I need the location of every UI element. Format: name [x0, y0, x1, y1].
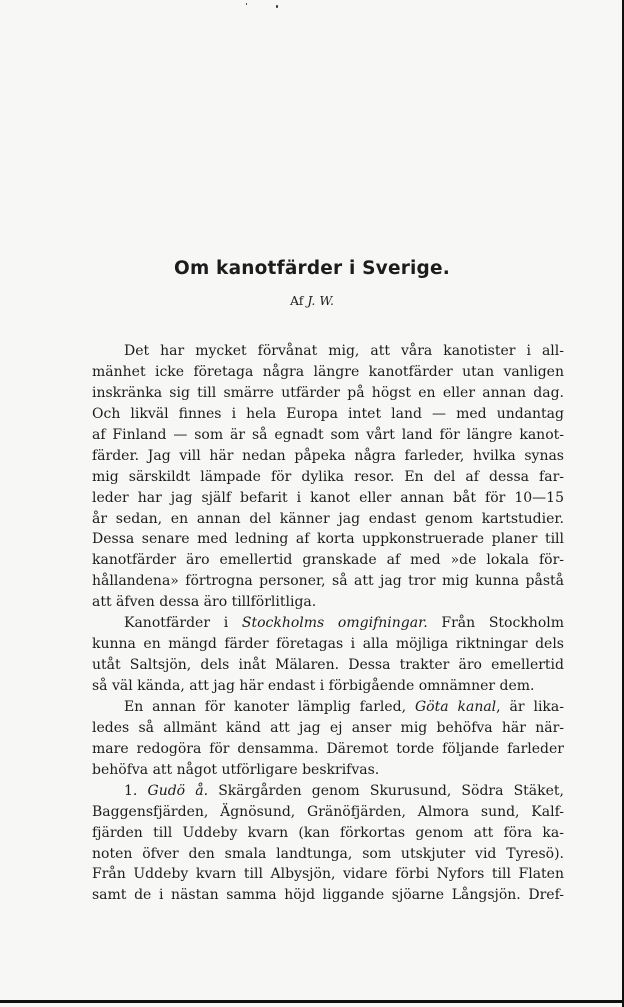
text-line: Baggensfjärden, Ägnösund, Gränöfjärden, Almora sund, Kalf- [92, 803, 564, 820]
article-body [92, 341, 564, 906]
text-line [92, 613, 564, 634]
text-line: leder har jag själf befarit i kanot eller annan båt för 10—15 [92, 489, 564, 506]
text-line: mare redogöra för densamma. Däremot torde följande farleder [92, 740, 564, 757]
scan-speck [276, 5, 278, 8]
text-line: Det har mycket förvånat mig, att våra kanotister i all- [124, 343, 564, 359]
italic-phrase: Stockholms omgifningar. [241, 615, 428, 632]
byline [0, 293, 624, 308]
text-line: att äfven dessa äro tillförlitliga. [92, 594, 317, 611]
article-title: Om kanotfärder i Sverige. [174, 258, 450, 279]
text-run: Kanotfärder i [124, 615, 242, 632]
text-run: 1. [124, 782, 148, 799]
text-line: kunna en mängd färder företagas i alla möjliga riktningar dels [92, 636, 564, 653]
text-run: Skärgården genom Skurusund, Södra Stäket, [208, 782, 564, 799]
byline-prefix: Af [289, 293, 304, 308]
text-run: En annan för kanoter lämplig farled, [124, 698, 415, 715]
text-line: ledes så allmänt känd att jag ej anser mig behöfva här när- [92, 719, 564, 736]
text-line: år sedan, en annan del känner jag endast genom kartstudier. [92, 510, 564, 527]
text-line: Och likväl finnes i hela Europa intet land — med undantag [92, 405, 564, 422]
text-line: kanotfärder äro emellertid granskade af med »de lokala för- [92, 552, 564, 569]
italic-phrase: Gudö å. [147, 782, 209, 799]
italic-phrase: Göta kanal [415, 698, 497, 715]
scan-speck [246, 3, 247, 5]
text-line: Dessa senare med ledning af korta uppkonstruerade planer till [92, 531, 564, 548]
text-line [92, 697, 564, 718]
text-run: Från Stockholm [427, 615, 564, 632]
text-line: färder. Jag vill här nedan påpeka några farleder, hvilka synas [92, 447, 564, 464]
author-name: J. W. [307, 293, 335, 308]
text-line: hållandena» förtrogna personer, så att jag tror mig kunna påstå [92, 573, 564, 590]
text-line: mig särskildt lämpade för dylika resor. En del af dessa far- [92, 468, 564, 485]
text-line: af Finland — som är så egnadt som vårt land för längre kanot- [92, 426, 564, 443]
text-line: samt de i nästan samma höjd liggande sjöarne Långsjön. Dref- [92, 887, 564, 904]
text-line: behöfva att något utförligare beskrifvas. [92, 761, 380, 778]
text-run: , är lika- [496, 698, 564, 715]
text-line: utåt Saltsjön, dels inåt Mälaren. Dessa trakter äro emellertid [92, 657, 564, 674]
text-line: så väl kända, att jag här endast i förbigående omnämner dem. [92, 678, 535, 694]
text-line: fjärden till Uddeby kvarn (kan förkortas genom att föra ka- [92, 824, 564, 841]
page-edge-bottom [0, 1000, 624, 1003]
text-line: mänhet icke företaga några längre kanotfärder utan vanligen [92, 363, 564, 380]
text-line: inskränka sig till smärre utfärder på högst en eller annan dag. [92, 384, 564, 401]
text-line: Från Uddeby kvarn till Albysjön, vidare förbi Nyfors till Flaten [92, 866, 564, 883]
text-line [92, 781, 564, 802]
text-line: noten öfver den smala landtunga, som utskjuter vid Tyresö). [92, 845, 564, 862]
